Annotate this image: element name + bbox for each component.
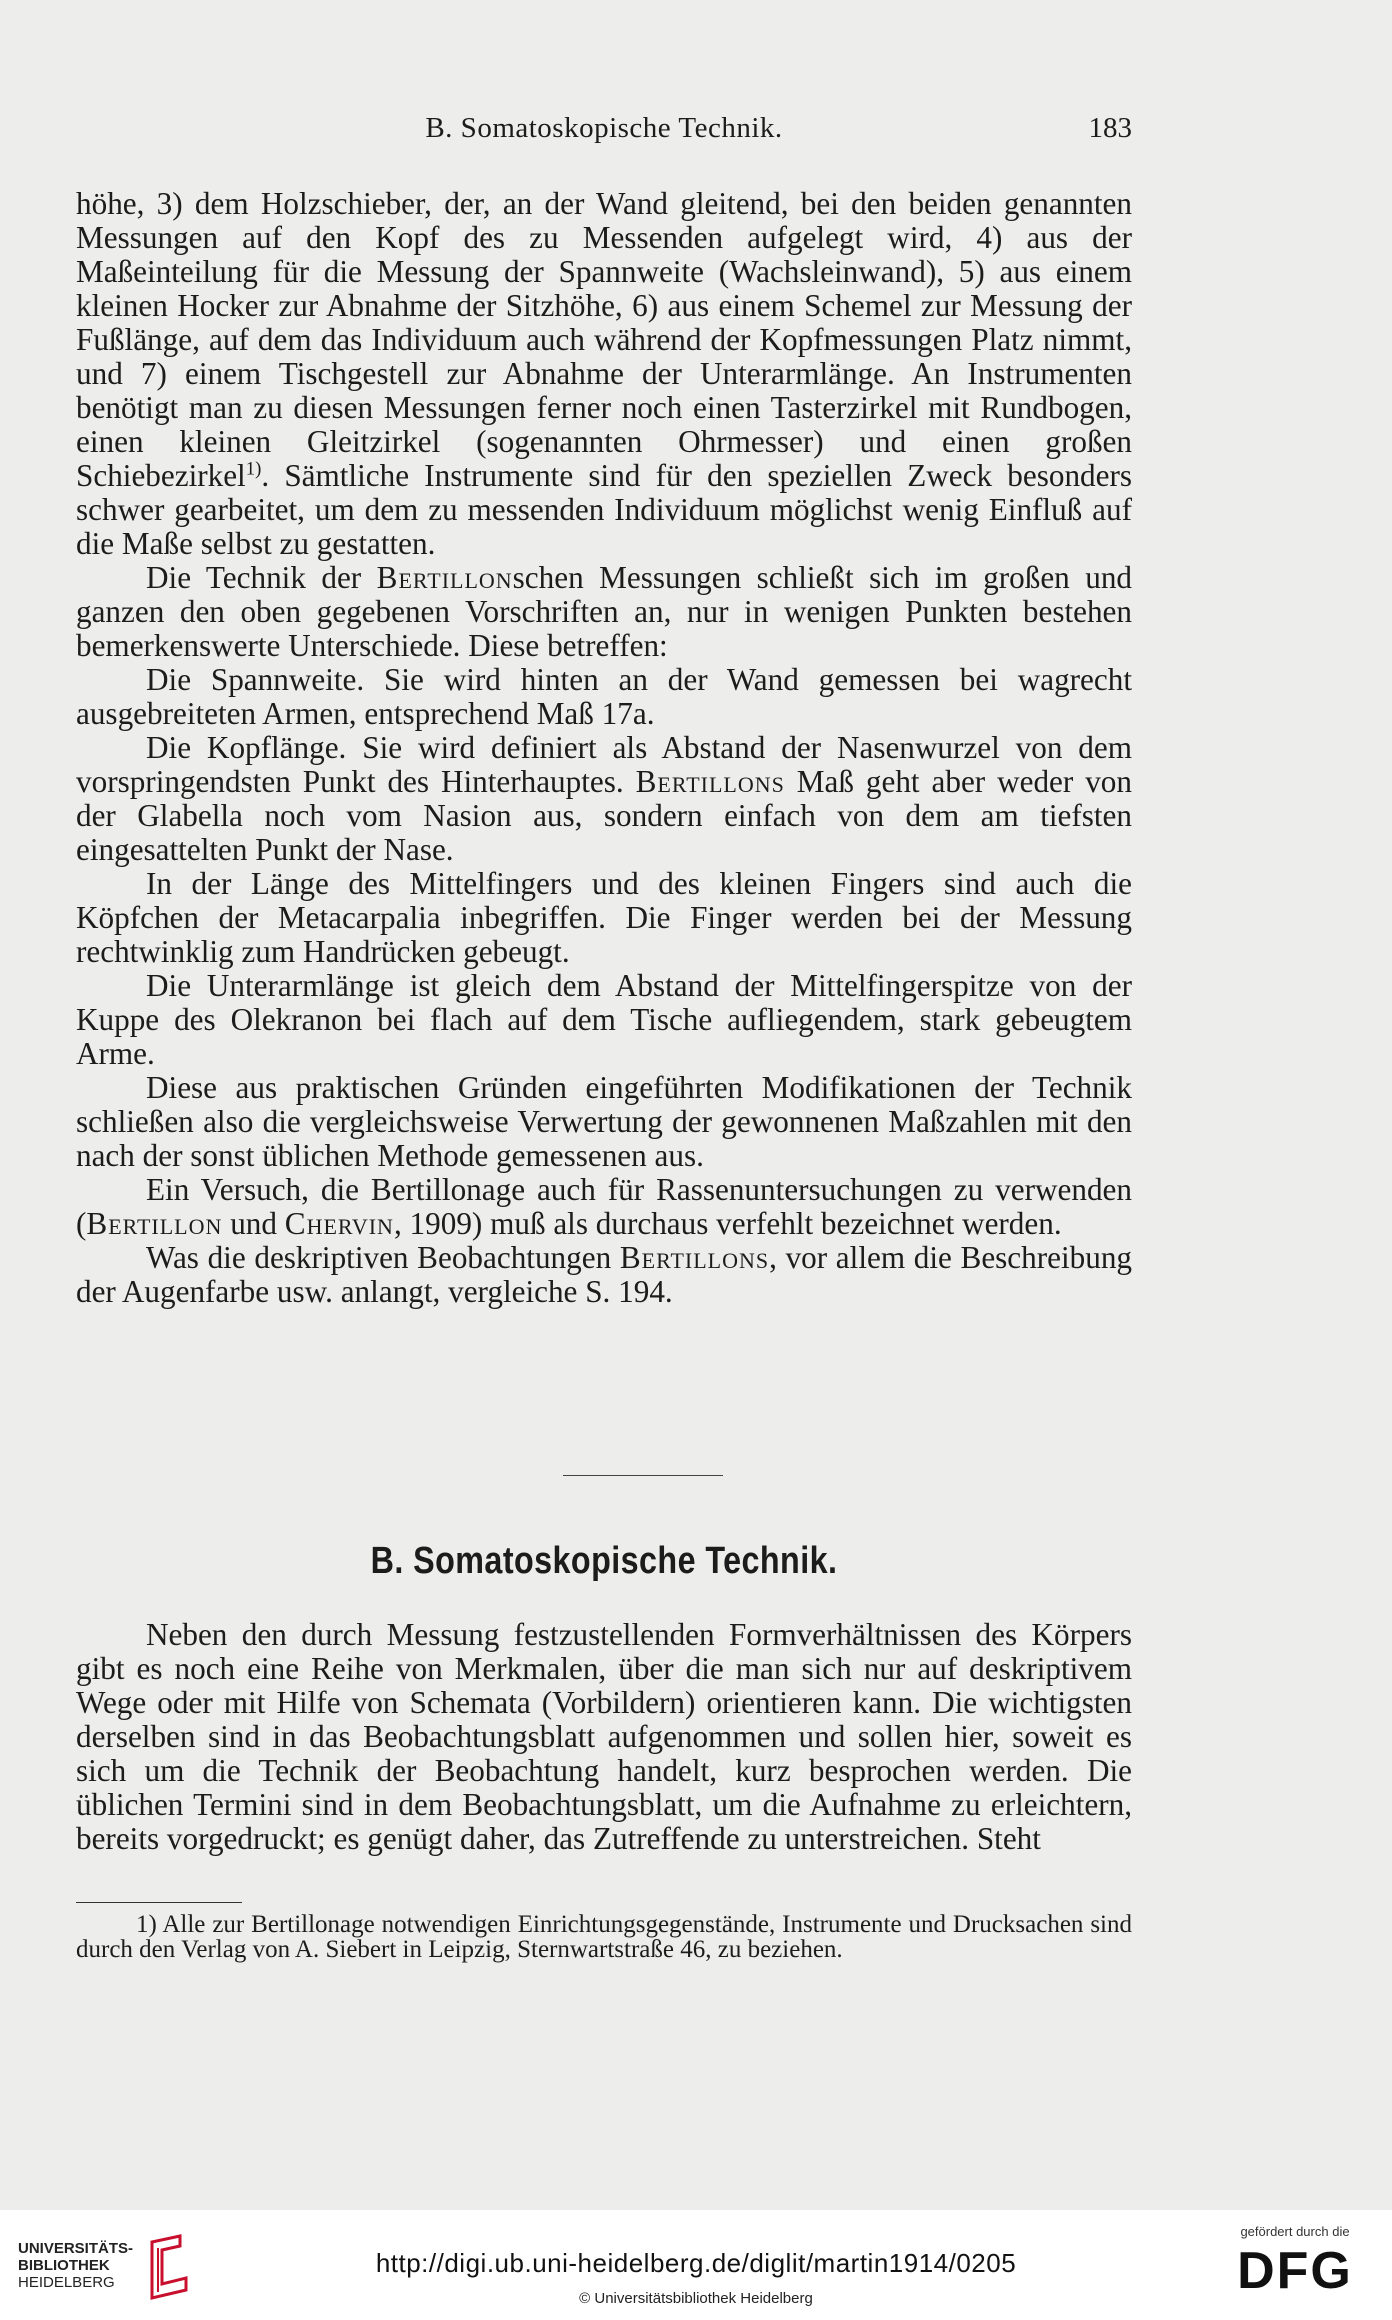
paragraph: Diese aus praktischen Gründen eingeführten Modifikationen der Technik schließen also die vergleichsweise Verwertung der gewonnenen Maßzahlen mit den nach der sonst üblichen Methode gemessenen aus.: [76, 1070, 1132, 1173]
library-name-line3: HEIDELBERG: [18, 2274, 115, 2291]
viewer-footer: [0, 2210, 1392, 2320]
paragraph: Neben den durch Messung festzustellenden Formverhältnissen des Körpers gibt es noch eine Reihe von Merkmalen, über die man sich nur auf deskriptivem Wege oder mit Hilfe von Schemata (Vorbildern) orientieren kann. Die wichtigsten derselben sind in das Beobachtungsblatt aufgenommen und sollen hier, soweit es sich um die Technik der Beobachtung handelt, kurz besprochen werden. Die üblichen Termini sind in dem Beobachtungsblatt, um die Aufnahme zu erleichtern, bereits vorgedruckt; es genügt daher, das Zutreffende zu unterstreichen. Steht: [76, 1617, 1132, 1856]
section-divider: [563, 1475, 723, 1476]
paragraph: Die Unterarmlänge ist gleich dem Abstand der Mittelfingerspitze von der Kuppe des Olekranon bei flach auf dem Tische aufliegendem, stark gebeugtem Arme.: [76, 968, 1132, 1071]
running-header: [76, 112, 1132, 152]
paragraph: In der Länge des Mittelfingers und des kleinen Fingers sind auch die Köpfchen der Metacarpalia inbegriffen. Die Finger werden bei der Messung rechtwinklig zum Handrücken gebeugt.: [76, 866, 1132, 969]
footnote-ref[interactable]: 1): [245, 458, 262, 480]
copyright-notice: © Universitätsbibliothek Heidelberg: [579, 2290, 813, 2307]
body-text: [76, 187, 1132, 1309]
paragraph: Die Spannweite. Sie wird hinten an der Wand gemessen bei wagrecht ausgebreiteten Armen, entsprechend Maß 17a.: [76, 662, 1132, 731]
paragraph: Die Technik der Bertillonschen Messungen schließt sich im großen und ganzen den oben gegebenen Vorschriften an, nur in wenigen Punkten bestehen bemerkenswerte Unterschiede. Diese betreffen:: [76, 560, 1133, 663]
paragraph: höhe, 3) dem Holzschieber, der, an der Wand gleitend, bei den beiden genannten Messungen auf den Kopf des zu Messenden aufgelegt wird, 4) aus der Maßeinteilung für die Messung der Spannweite (Wachsleinwand), 5) aus einem kleinen Hocker zur Abnahme der Sitzhöhe, 6) aus einem Schemel zur Messung der Fußlänge, auf dem das Individuum auch während der Kopfmessungen Platz nimmt, und 7) einem Tischgestell zur Abnahme der Unterarmlänge. An Instrumenten benötigt man zu diesen Messungen ferner noch einen Tasterzirkel mit Rundbogen, einen kleinen Gleitzirkel (sogenannten Ohrmesser) und einen großen Schiebezirkel$^{1)}$. Sämtliche Instrumente sind für den speziellen Zweck besonders schwer gearbeitet, um dem zu messenden Individuum möglichst wenig Einfluß auf die Maße selbst zu gestatten.: [76, 186, 1132, 561]
library-name-line1: UNIVERSITÄTS-: [18, 2240, 134, 2257]
footnote-text: 1) Alle zur Bertillonage notwendigen Einrichtungsgegenstände, Instrumente und Drucksachen sind durch den Verlag von A. Siebert in Leipzig, Sternwartstraße 46, zu beziehen.: [76, 1911, 1132, 1963]
page-number: 183: [1088, 112, 1132, 144]
section-heading: B. Somatoskopische Technik.: [370, 1540, 838, 1582]
permalink-url[interactable]: http://digi.ub.uni-heidelberg.de/diglit/martin1914/0205: [375, 2248, 1017, 2278]
paragraph: Ein Versuch, die Bertillonage auch für Rassenuntersuchungen zu verwenden (Bertillon und Chervin, 1909) muß als durchaus verfehlt bezeichnet werden.: [76, 1172, 1132, 1241]
paragraph: Die Kopflänge. Sie wird definiert als Abstand der Nasenwurzel von dem vorspringendsten Punkt des Hinterhauptes. Bertillons Maß geht aber weder von der Glabella noch vom Nasion aus, sondern einfach von dem am tiefsten eingesattelten Punkt der Nase.: [76, 730, 1132, 867]
section-text: [76, 1618, 1132, 1856]
footnote: [76, 1912, 1132, 1962]
running-title: B. Somatoskopische Technik.: [425, 112, 783, 144]
library-name-line2: BIBLIOTHEK: [18, 2257, 110, 2274]
footnote-rule: [76, 1902, 242, 1903]
funder-caption: gefördert durch die: [1240, 2224, 1350, 2239]
funder-logo-text: DFG: [1237, 2242, 1353, 2300]
paragraph: Was die deskriptiven Beobachtungen Bertillons, vor allem die Beschreibung der Augenfarbe usw. anlangt, vergleiche S. 194.: [76, 1240, 1133, 1309]
dfg-logo[interactable]: [1220, 2224, 1370, 2314]
